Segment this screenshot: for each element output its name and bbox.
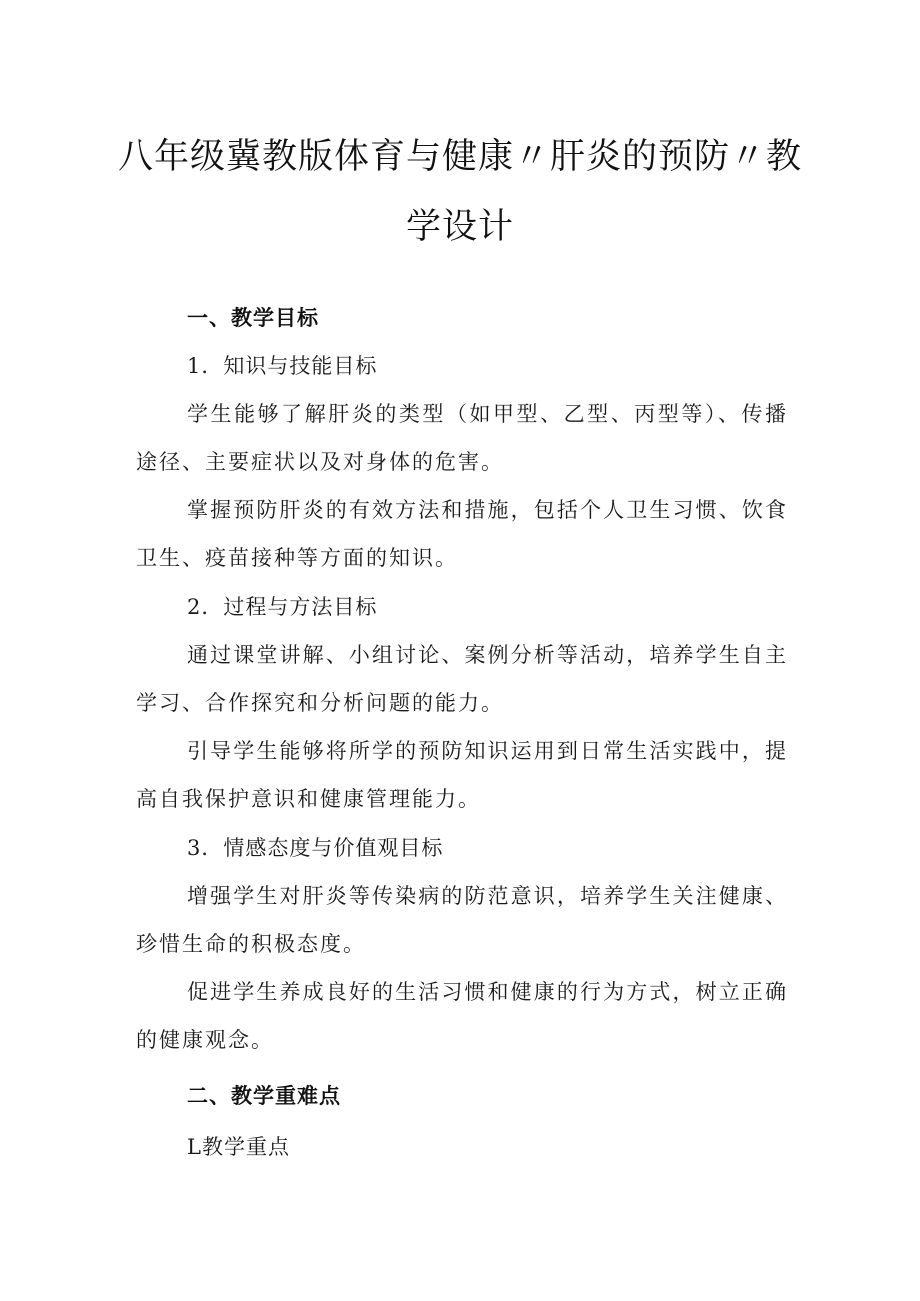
paragraph-healthy-habits: 促进学生养成良好的生活习惯和健康的行为方式，树立正确的健康观念。: [136, 980, 788, 1052]
document-title-line-2: 学设计: [405, 207, 514, 247]
paragraph-hepatitis-types: 学生能够了解肝炎的类型（如甲型、乙型、丙型等）、传播途径、主要症状以及对身体的危害。: [136, 402, 788, 474]
subsection-label-emotion-values: 3．情感态度与价值观目标: [187, 836, 444, 860]
subsection-label-process-methods: 2．过程与方法目标: [187, 595, 378, 619]
subsection-label-teaching-focus: L教学重点: [187, 1135, 290, 1159]
paragraph-classroom-activities: 通过课堂讲解、小组讨论、案例分析等活动，培养学生自主学习、合作探究和分析问题的能力。: [136, 643, 788, 715]
paragraph-prevention-methods: 掌握预防肝炎的有效方法和措施，包括个人卫生习惯、饮食卫生、疫苗接种等方面的知识。: [136, 498, 788, 570]
document-title-line-1: 八年级冀教版体育与健康〃肝炎的预防〃教: [117, 137, 802, 177]
paragraph-prevention-awareness: 增强学生对肝炎等传染病的防范意识，培养学生关注健康、珍惜生命的积极态度。: [136, 884, 788, 956]
section-heading-teaching-objectives: 一、教学目标: [187, 306, 319, 330]
paragraph-daily-practice: 引导学生能够将所学的预防知识运用到日常生活实践中，提高自我保护意识和健康管理能力。: [136, 739, 788, 811]
section-heading-key-difficulties: 二、教学重难点: [187, 1084, 341, 1108]
subsection-label-knowledge-skills: 1．知识与技能目标: [187, 354, 378, 378]
